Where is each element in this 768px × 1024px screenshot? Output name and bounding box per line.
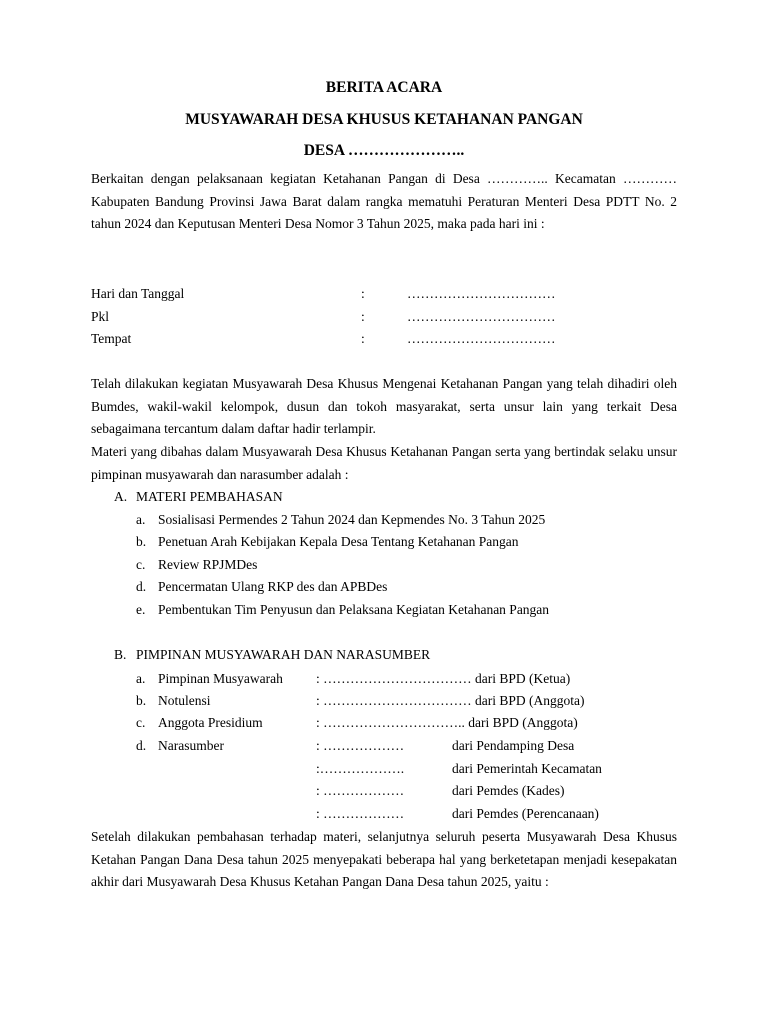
detail-colon: :	[361, 309, 365, 324]
list-item: Pencermatan Ulang RKP des dan APBDes	[158, 579, 388, 594]
role-source: dari Pemdes (Perencanaan)	[452, 806, 599, 821]
role-source: dari Pemdes (Kades)	[452, 783, 565, 798]
list-item: Review RPJMDes	[158, 557, 258, 572]
list-item-letter: b.	[136, 534, 147, 549]
detail-label: Tempat	[91, 331, 132, 346]
section-b-heading: PIMPINAN MUSYAWARAH DAN NARASUMBER	[136, 647, 431, 662]
list-item: Sosialisasi Permendes 2 Tahun 2024 dan Kepmendes No. 3 Tahun 2025	[158, 512, 546, 527]
section-a-letter: A.	[114, 489, 128, 504]
intro-paragraph: Berkaitan dengan pelaksanaan kegiatan Ketahanan Pangan di Desa ………….. Kecamatan …………Kabupaten Bandung Provinsi Jawa Barat dalam rangka mematuhi Peraturan Menteri Desa PDTT No. 2 tahun 2024 dan Keputusan Menteri Desa Nomor 3 Tahun 2025, maka pada hari ini :	[91, 171, 677, 232]
role-letter: b.	[136, 693, 147, 708]
detail-colon: :	[361, 331, 365, 346]
role-label: Narasumber	[158, 738, 224, 753]
detail-value: ……………………………	[407, 309, 556, 324]
role-value: : …………………………… dari BPD (Anggota)	[316, 693, 585, 708]
role-value: : ………………	[316, 783, 405, 798]
role-label: Notulensi	[158, 693, 211, 708]
detail-value: ……………………………	[407, 331, 556, 346]
role-label: Pimpinan Musyawarah	[158, 671, 283, 686]
closing-paragraph: Setelah dilakukan pembahasan terhadap materi, selanjutnya seluruh peserta Musyawarah Desa Khusus Ketahan Pangan Dana Desa tahun 2025 menyepakati beberapa hal yang berketetapan menjadi kesepakatan akhir dari Musyawarah Desa Khusus Ketahan Pangan Dana Desa tahun 2025, yaitu :	[91, 829, 677, 890]
role-letter: d.	[136, 738, 147, 753]
role-letter: c.	[136, 715, 146, 730]
list-item: Penetuan Arah Kebijakan Kepala Desa Tentang Ketahanan Pangan	[158, 534, 519, 549]
list-item-letter: e.	[136, 602, 146, 617]
list-item: Pembentukan Tim Penyusun dan Pelaksana Kegiatan Ketahanan Pangan	[158, 602, 550, 617]
role-source: dari Pendamping Desa	[452, 738, 575, 753]
section-b-letter: B.	[114, 647, 127, 662]
role-value: :……………….	[316, 761, 405, 776]
list-item-letter: c.	[136, 557, 146, 572]
list-item-letter: d.	[136, 579, 147, 594]
detail-value: ……………………………	[407, 286, 556, 301]
detail-colon: :	[361, 286, 365, 301]
detail-label: Pkl	[91, 309, 110, 324]
list-item-letter: a.	[136, 512, 146, 527]
document-subtitle: MUSYAWARAH DESA KHUSUS KETAHANAN PANGAN	[185, 111, 583, 128]
role-label: Anggota Presidium	[158, 715, 263, 730]
material-intro-paragraph: Materi yang dibahas dalam Musyawarah Desa Khusus Ketahanan Pangan serta yang bertindak selaku unsur pimpinan musyawarah dan narasumber adalah :	[91, 444, 677, 482]
role-value: : ………………	[316, 806, 405, 821]
village-title: DESA …………………..	[303, 142, 465, 159]
role-value: : …………………………… dari BPD (Ketua)	[316, 671, 571, 686]
attendance-paragraph: Telah dilakukan kegiatan Musyawarah Desa Khusus Mengenai Ketahanan Pangan yang telah dihadiri oleh Bumdes, wakil-wakil kelompok, dusun dan tokoh masyarakat, serta unsur lain yang terkait Desa sebagaimana tercantum dalam daftar hadir terlampir.	[91, 376, 677, 437]
role-source: dari Pemerintah Kecamatan	[452, 761, 602, 776]
document-title: BERITA ACARA	[325, 79, 443, 96]
role-letter: a.	[136, 671, 146, 686]
detail-label: Hari dan Tanggal	[91, 286, 185, 301]
role-value: : ………………	[316, 738, 405, 753]
section-a-heading: MATERI PEMBAHASAN	[136, 489, 283, 504]
role-value: : ………………………….. dari BPD (Anggota)	[316, 715, 578, 730]
